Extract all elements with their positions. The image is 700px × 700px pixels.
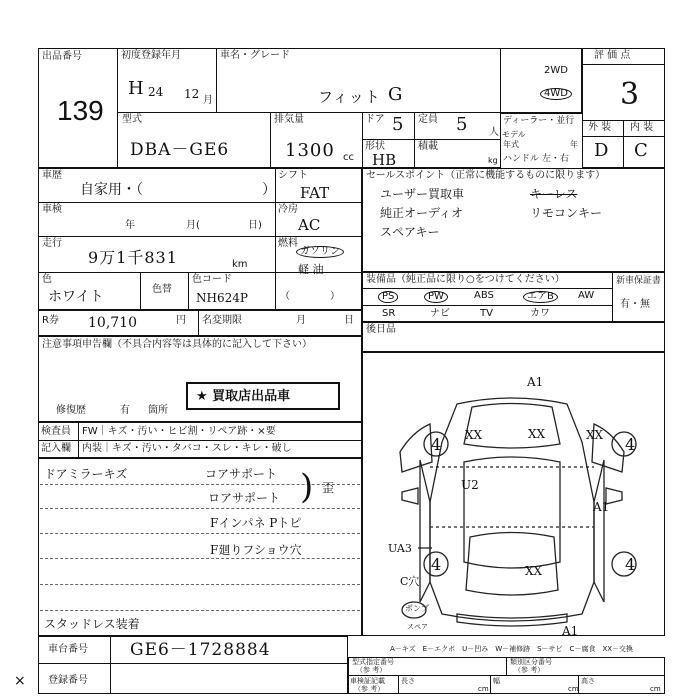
- sales-point-2: キーレス: [530, 187, 578, 201]
- mark-c-hole: C穴: [400, 575, 420, 588]
- car-name: フィット: [318, 88, 381, 106]
- registration-year: 24: [148, 85, 164, 99]
- doors: 5: [392, 114, 405, 135]
- mark-rear-window: XX: [525, 564, 543, 578]
- nenshiki-label: 年式: [503, 140, 519, 149]
- equip-navi: ナビ: [430, 308, 450, 319]
- registration-label: 初度登録年月: [121, 50, 181, 61]
- handle-label: ハンドル 左・右: [503, 154, 569, 164]
- payload-unit: kg: [488, 156, 498, 165]
- registration-era: H: [128, 78, 145, 99]
- chassis-label: 車台番号: [48, 644, 88, 655]
- margin-mark: ×: [14, 673, 26, 689]
- repair-history-unit: 箇所: [148, 405, 168, 416]
- sales-points-label: セールスポイント（正常に機能するものに限ります）: [366, 170, 606, 181]
- registration-month: 12: [184, 87, 200, 101]
- inspector-note-left: ドアミラーキズ: [44, 467, 128, 481]
- mark-ua3: UA3: [388, 542, 412, 555]
- equip-airbag: エアB: [523, 291, 558, 303]
- drive-2wd: 2WD: [544, 65, 568, 76]
- inspector-fw-row: FW｜キズ・汚い・ヒビ割・リペア跡・×要: [82, 426, 276, 437]
- class-num-label: 類別区分番号: [510, 658, 552, 666]
- damage-legend: A－キズ E－エクボ U－凹み W－補修跡 S－サビ C－腐食 XX－交換: [390, 645, 634, 653]
- registration-month-unit: 月: [203, 95, 213, 106]
- color-code-label: 色コード: [192, 274, 232, 285]
- model-type: DBA－GE6: [130, 140, 230, 160]
- warranty-label: 新車保証書: [616, 276, 662, 286]
- grade-score: 3: [620, 77, 640, 112]
- mark-wheel-fr: 4: [625, 435, 636, 454]
- mark-spare: スペア: [407, 623, 428, 631]
- mark-wheel-rl: 4: [431, 555, 442, 574]
- sales-points-box: [362, 168, 665, 272]
- warranty-value: 有・無: [620, 299, 650, 310]
- fuel-gasoline: ガソリン: [296, 246, 344, 258]
- recycle-label: R券: [42, 315, 59, 326]
- dealer-label: ディーラー・並行: [503, 116, 575, 126]
- doors-label: ドア: [365, 114, 385, 125]
- mark-wheel-rr: 4: [625, 555, 636, 574]
- car-grade: G: [388, 84, 404, 105]
- inspection-year: 年: [125, 220, 135, 231]
- recorder-label: 記入欄: [41, 443, 71, 454]
- capacity-label: 定員: [418, 114, 438, 125]
- type-num-ref: （参 考）: [356, 666, 387, 674]
- history-value: 自家用・（: [80, 182, 143, 198]
- equip-leather: カワ: [530, 308, 550, 319]
- color: ホワイト: [48, 289, 104, 305]
- inspector-bracket: ): [300, 467, 314, 507]
- mark-door-left: U2: [461, 478, 479, 492]
- sales-point-3: 純正オーディオ: [380, 206, 464, 220]
- equip-aw: AW: [578, 290, 595, 301]
- inspector-label: 検査員: [41, 426, 71, 437]
- car-diagram: [362, 352, 665, 636]
- fuel-other: （ ）: [280, 291, 340, 302]
- color-code: NH624P: [196, 291, 248, 305]
- nen-unit: 年: [570, 140, 578, 149]
- fuel-label: 燃料: [278, 238, 298, 249]
- chassis-number: GE6－1728884: [130, 640, 271, 660]
- width-label: 幅: [493, 677, 500, 685]
- class-num-ref: （参 考）: [514, 666, 545, 674]
- length-label: 長さ: [401, 677, 415, 685]
- height-label: 高さ: [581, 677, 595, 685]
- repair-history-label: 修復歴: [56, 405, 86, 416]
- payload-label: 積載: [418, 141, 438, 152]
- interior-label: 内 装: [630, 122, 654, 133]
- rear-items-label: 後日品: [366, 324, 396, 335]
- mark-fender-fl: XX: [465, 428, 483, 442]
- fuel-diesel: 軽 油: [298, 263, 324, 276]
- displacement-label: 排気量: [274, 114, 304, 125]
- notes-label: 注意事項申告欄（不具合内容等は具体的に記入して下さい）: [42, 339, 312, 350]
- equip-ps: PS: [378, 291, 398, 303]
- height-unit: cm: [650, 685, 661, 693]
- displacement: 1300: [285, 140, 335, 161]
- mileage: 9万1千831: [88, 248, 178, 267]
- name-change-label: 名変期限: [202, 315, 242, 326]
- aircon: AC: [298, 216, 321, 234]
- exterior-label: 外 装: [588, 122, 612, 133]
- grade-label: 評 価 点: [594, 50, 631, 61]
- drive-4wd: 4WD: [540, 88, 572, 100]
- vin-ref: （参 考）: [354, 685, 385, 693]
- recycle-value: 10,710: [88, 315, 137, 331]
- car-name-label: 車名・グレード: [220, 50, 290, 61]
- recycle-box: [38, 310, 362, 336]
- exterior-grade: D: [594, 140, 610, 161]
- history-label: 車歴: [42, 170, 62, 181]
- capacity: 5: [456, 114, 469, 135]
- lot-label: 出品番号: [42, 51, 82, 62]
- length-unit: cm: [478, 685, 489, 693]
- mark-hood: XX: [528, 427, 546, 441]
- buyback-badge-text: ★ 買取店出品車: [196, 389, 291, 404]
- mark-wheel-fl: 4: [431, 435, 442, 454]
- equip-pw: PW: [424, 291, 448, 303]
- inspector-note-3: Fインパネ Pトピ: [210, 516, 302, 530]
- capacity-unit: 人: [489, 127, 499, 138]
- inspector-note-4: F廻りフショウ穴: [210, 543, 302, 557]
- inspector-note-bracket: 歪: [322, 481, 335, 495]
- inspection-month: 月(: [186, 220, 200, 231]
- mileage-unit: km: [232, 259, 248, 270]
- inspection-label: 車検: [42, 204, 62, 215]
- sales-point-1: ユーザー買取車: [380, 187, 465, 201]
- shape: HB: [372, 151, 397, 169]
- shift: FAT: [300, 184, 330, 202]
- name-change-month: 月: [296, 315, 306, 326]
- buyback-badge: [186, 382, 340, 410]
- mark-rear-a1: A1: [562, 624, 579, 638]
- equip-tv: TV: [480, 308, 493, 319]
- shift-label: シフト: [278, 170, 308, 181]
- shape-label: 形状: [365, 141, 385, 152]
- sales-point-4: リモコンキー: [530, 206, 603, 220]
- recycle-unit: 円: [176, 315, 186, 326]
- inspector-interior-row: 内装｜キズ・汚い・タバコ・スレ・キレ・破し: [82, 443, 292, 454]
- equipment-label: 装備品（純正品に限り○をつけてください）: [366, 274, 565, 285]
- mileage-label: 走行: [42, 238, 62, 249]
- repaint-label: 色替: [152, 284, 172, 295]
- model-type-label: 型式: [122, 114, 142, 125]
- mark-front-a1: A1: [527, 375, 544, 389]
- inspection-day: 日): [248, 220, 262, 231]
- displacement-unit: cc: [343, 152, 354, 163]
- studless-note: スタッドレス装着: [44, 617, 140, 631]
- history-close: ）: [262, 182, 276, 198]
- vin-label: 車検証記載: [350, 677, 385, 685]
- lot-number: 139: [57, 95, 104, 126]
- rear-items-box: [362, 322, 665, 352]
- width-unit: cm: [568, 685, 579, 693]
- color-label: 色: [42, 274, 52, 285]
- mark-door-right: A1: [593, 500, 610, 514]
- aircon-label: 冷房: [278, 204, 298, 215]
- interior-grade: C: [634, 140, 649, 161]
- mark-pump: ポンプ: [405, 604, 429, 613]
- name-change-day: 日: [344, 315, 354, 326]
- sales-point-5: スペアキー: [380, 225, 440, 239]
- repair-history-value: 有: [120, 405, 130, 416]
- inspector-note-2: ロアサポート: [208, 491, 281, 505]
- inspector-note-1: コアサポート: [205, 467, 278, 481]
- equip-sr: SR: [382, 308, 396, 319]
- mark-fender-fr: XX: [586, 428, 604, 442]
- lot-box: [38, 48, 118, 168]
- type-num-label: 型式指定番号: [352, 658, 394, 666]
- equip-abs: ABS: [474, 290, 494, 301]
- registration-no-label: 登録番号: [48, 675, 88, 686]
- model-label: モデル: [502, 130, 526, 139]
